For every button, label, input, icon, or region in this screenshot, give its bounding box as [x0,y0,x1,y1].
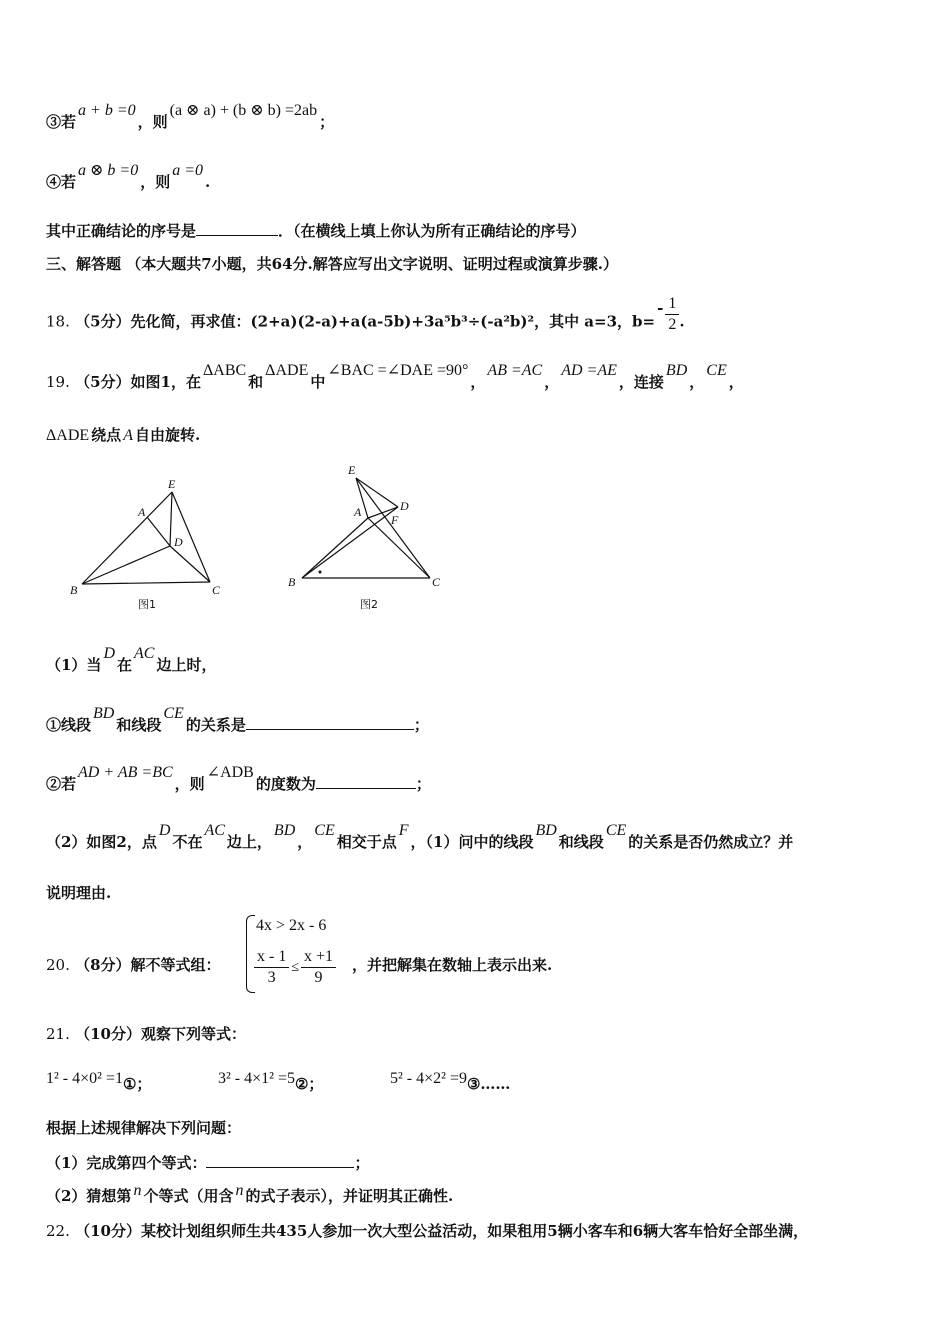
q21-part-2 [46,1182,454,1207]
fig2-label-e: E [348,463,356,477]
question-end: . [679,312,685,331]
angle-condition: ∠BAC =∠DAE =90° [327,362,469,379]
fig2-caption: 图2 [360,598,378,611]
triangle-abc: ΔABC [202,362,247,379]
question-18 [46,295,685,343]
q21-equation-1 [46,1068,152,1093]
item-end: ； [319,113,335,131]
triangle-ade: ΔADE [46,427,90,444]
comma: ， [470,373,486,391]
question-score: （5分） [75,312,131,331]
text-and: 和线段 [116,716,162,734]
item-end: . [205,173,211,191]
fig1-label-c: C [212,583,221,597]
fig1-label-e: E [168,477,176,491]
inequality-system [246,915,356,993]
point-a: A [123,427,133,444]
fraction-denominator: 2 [668,316,677,333]
q21-equation-3 [390,1068,511,1093]
question-text: 某校计划组织师生共435人参加一次大型公益活动，如果租用5辆小客车和6辆大客车恰好全部坐满， [140,1222,809,1240]
item-prefix: ④若 [46,173,77,191]
comma: ， [544,373,560,391]
question-score: （10分） [75,1222,141,1240]
part-prefix: ②若 [46,775,77,793]
fig1-label-d: D [174,535,183,549]
fraction-1-numerator: x - 1 [254,947,289,968]
equation-mark: ①； [122,1075,152,1093]
triangle-ade: ΔADE [265,362,309,379]
fig1-label-a: A [138,505,146,519]
text-meet: 相交于点 [336,833,397,851]
text-then: ，则 [174,775,205,793]
segment-b-d [302,507,398,578]
segment-ce: CE [314,822,335,839]
part-prefix: （2）如图2，点 [46,833,157,851]
text-edge: 边上， [226,833,272,851]
segment-bd: BD [93,705,115,722]
answer-blank-relation[interactable] [246,714,414,730]
question-score: （10分） [75,1025,141,1043]
item-then: ，则 [137,113,168,131]
segment-ce: CE [163,705,184,722]
segment-bd: BD [535,822,557,839]
le-sign: ≤ [291,959,300,975]
point-d: D [158,822,171,839]
text-rotate: 绕点 [91,426,122,444]
q19-part-2-line-2 [46,883,111,903]
segment-ac: AC [134,645,155,662]
equation-expr: 3² - 4×1² =5 [218,1070,295,1087]
answer-blank-angle[interactable] [316,773,416,789]
segment-b-a [302,518,368,578]
fig2-label-f: F [391,513,399,527]
q19-part-2 [46,822,794,853]
fig2-label-c: C [432,575,441,589]
question-number: 21. [46,1025,70,1043]
semicolon: ； [415,775,431,793]
answer-blank-fourth-equation[interactable] [206,1152,354,1168]
text-rotate-end: 自由旋转. [134,426,201,444]
part-end: 的度数为 [255,775,316,793]
text-connect: ，连接 [618,373,664,391]
angle-adb: ∠ADB [206,764,254,781]
q17-item-4 [46,162,211,193]
question-19-line-2 [46,425,200,446]
question-19 [46,362,744,393]
point-f: F [398,822,409,839]
equation-mark: ③…… [466,1075,511,1093]
text-not-on: 不在 [172,833,203,851]
part-prefix: （2）猜想第 [46,1187,132,1205]
segment-e-d [356,478,398,507]
fig1-label-b: B [70,583,78,597]
question-text: 解不等式组： [130,956,221,974]
question-end: ，并把解集在数轴上表示出来. [352,956,553,974]
segment-ce: CE [706,362,727,379]
intro-text: 根据上述规律解决下列问题： [46,1119,242,1137]
equation-ab-ac: AB =AC [487,362,543,379]
question-score: （5分） [75,373,131,391]
comma: ， [689,373,705,391]
question-text: 观察下列等式： [140,1025,246,1043]
variable-n: n [235,1182,244,1199]
text-and: 和 [248,373,264,391]
fraction-1-denominator: 3 [267,969,276,986]
question-text: 如图1，在 [130,373,201,391]
question-20 [46,955,221,975]
part-prefix: ①线段 [46,716,92,734]
segment-ce: CE [605,822,627,839]
q19-part-1 [46,645,217,676]
part-prefix: （1）当 [46,656,102,674]
part-end: ； [354,1154,370,1172]
comma: ， [728,373,744,391]
segment-bd: BD [273,822,296,839]
q19-part-1b [46,764,431,795]
right-angle-mark [319,571,322,574]
part-end: 的关系是否仍然成立？并 [628,833,794,851]
equation-expr: 1² - 4×0² =1 [46,1070,123,1087]
question-number: 20. [46,956,70,974]
segment-a-c [368,518,430,578]
math-condition: a + b =0 [78,102,136,119]
segment-ac: AC [204,822,225,839]
question-number: 22. [46,1222,70,1240]
section-3-title [46,254,618,274]
segment-bd: BD [665,362,688,379]
question-text: 先化简，再求值：(2+a)(2-a)+a(a-5b)+3a⁵b³÷(-a²b)²，其中 a=3，b= [130,312,656,331]
inequality-2 [254,947,336,988]
fig2-label-a: A [354,505,362,519]
part-prefix: （1）完成第四个等式： [46,1154,207,1172]
part-end: 的关系是 [185,716,246,734]
point-d: D [103,645,115,662]
math-result: (a ⊗ a) + (b ⊗ b) =2ab [169,102,318,119]
fig1-caption: 图1 [138,598,156,611]
text-question: ，（1）问中的线段 [410,833,534,851]
variable-n: n [133,1182,142,1199]
part-end: 边上时， [156,656,217,674]
part-mid: 个等式（用含 [143,1187,234,1205]
q21-part-1 [46,1152,369,1173]
conclusion-text: 其中正确结论的序号是 [46,222,197,240]
question-21 [46,1024,246,1044]
text-on: 在 [117,656,133,674]
fraction-2-numerator: x +1 [301,947,336,968]
segment-b-d [82,546,170,584]
text-and: 和线段 [558,833,604,851]
fraction-b [665,294,679,335]
semicolon: ； [413,716,429,734]
question-20-end [352,955,552,975]
q21-intro [46,1118,241,1138]
figure-1 [60,470,260,620]
segment-e-c [356,478,430,578]
text-in: 中 [310,373,326,391]
q21-equation-2 [218,1068,324,1093]
question-number: 18. [46,312,70,331]
answer-blank[interactable] [196,220,278,236]
question-score: （8分） [75,956,131,974]
segment-b-c [82,582,210,584]
q17-item-3 [46,102,335,133]
fig2-label-d: D [400,499,409,513]
q17-conclusion [46,220,586,241]
fraction-numerator: 1 [665,294,679,315]
section-title: 三、解答题 （本大题共7小题，共64分.解答应写出文字说明、证明过程或演算步骤.） [46,255,618,273]
neg-sign: - [657,298,664,317]
inequality-1: 4x > 2x - 6 [256,917,327,934]
fraction-2-denominator: 9 [314,969,323,986]
equation-mark: ②； [294,1075,324,1093]
item-prefix: ③若 [46,113,77,131]
segment-a-d [147,517,170,546]
math-condition: AD + AB =BC [78,764,173,781]
q19-part-1a [46,705,429,736]
conclusion-note: ．（在横线上填上你认为所有正确结论的序号） [278,222,586,240]
question-22 [46,1221,808,1241]
part-continuation: 说明理由. [46,884,112,902]
math-condition: a ⊗ b =0 [78,162,139,179]
fig2-label-b: B [288,575,296,589]
comma: ， [297,833,313,851]
segment-d-c [170,546,210,582]
segment-e-d [170,492,172,546]
item-then: ，则 [140,173,171,191]
equation-ad-ae: AD =AE [561,362,617,379]
figure-2 [280,460,460,620]
math-result: a =0 [172,162,204,179]
question-number: 19. [46,373,70,391]
segment-b-e [82,492,172,584]
part-end: 的式子表示），并证明其正确性. [245,1187,454,1205]
equation-expr: 5² - 4×2² =9 [390,1070,467,1087]
